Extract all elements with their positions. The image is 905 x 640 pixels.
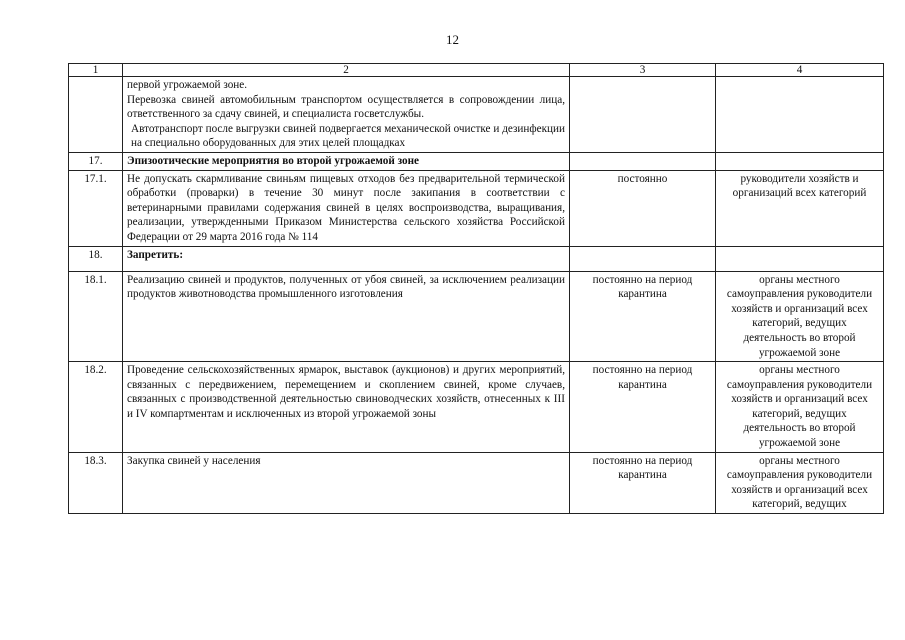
responsible-cell: органы местного самоуправления руководители хозяйств и организаций всех категорий, ведущих деятельность во второй угрожаемой зоне bbox=[716, 362, 884, 453]
responsible-cell: органы местного самоуправления руководители хозяйств и организаций всех категорий, ведущих bbox=[716, 452, 884, 513]
table-row-continued bbox=[69, 77, 884, 153]
header-cell-4: 4 bbox=[716, 64, 884, 77]
section-title: Эпизоотические мероприятия во второй угрожаемой зоне bbox=[123, 152, 570, 170]
table-row-18-1 bbox=[69, 271, 884, 362]
measure-text-line: первой угрожаемой зоне. bbox=[127, 79, 248, 91]
table-row-18-2 bbox=[69, 362, 884, 453]
table-row-18-3 bbox=[69, 452, 884, 513]
term-cell bbox=[570, 77, 716, 153]
measure-text-cell bbox=[123, 77, 570, 153]
term-cell: постоянно на период карантина bbox=[570, 362, 716, 453]
header-cell-2: 2 bbox=[123, 64, 570, 77]
measure-text-line: Автотранспорт после выгрузки свиней подвергается механической очистке и дезинфекции на специально оборудованных для этих целей площадках bbox=[131, 122, 565, 150]
section-title: Запретить: bbox=[123, 246, 570, 271]
row-number-cell: 18.3. bbox=[69, 452, 123, 513]
responsible-cell bbox=[716, 152, 884, 170]
measure-text-cell: Не допускать скармливание свиньям пищевых отходов без предварительной термической обработки (проварки) в течение 30 минут после закипания в соответствии с ветеринарными правилами содержания свиней в целях воспроизводства, выращивания, реализации, утвержденными Приказом Министерства сельского хозяйства Российской Федерации от 29 марта 2016 года № 114 bbox=[123, 170, 570, 246]
table-row-section-18 bbox=[69, 246, 884, 271]
row-number-cell: 18.2. bbox=[69, 362, 123, 453]
row-number-cell bbox=[69, 77, 123, 153]
row-number-cell: 17.1. bbox=[69, 170, 123, 246]
term-cell: постоянно на период карантина bbox=[570, 452, 716, 513]
measure-text-cell: Реализацию свиней и продуктов, полученных от убоя свиней, за исключением реализации продуктов животноводства промышленного изготовления bbox=[123, 271, 570, 362]
table-row-section-17 bbox=[69, 152, 884, 170]
page-number: 12 bbox=[446, 32, 459, 47]
term-cell bbox=[570, 246, 716, 271]
table-row-17-1 bbox=[69, 170, 884, 246]
row-number-cell: 17. bbox=[69, 152, 123, 170]
measure-text-line: Перевозка свиней автомобильным транспортом осуществляется в сопровождении лица, ответственного за сдачу свиней, и специалиста госветслужбы. bbox=[127, 93, 565, 121]
measure-text-cell: Проведение сельскохозяйственных ярмарок, выставок (аукционов) и других мероприятий, связанных с передвижением, перемещением и скоплением свиней, кроме случаев, связанных с производственной деятельностью свиноводческих хозяйств, отнесенных к III и IV компартментам и исключенных из второй угрожаемой зоны bbox=[123, 362, 570, 453]
table-header-row bbox=[69, 64, 884, 77]
header-cell-1: 1 bbox=[69, 64, 123, 77]
responsible-cell bbox=[716, 246, 884, 271]
term-cell: постоянно bbox=[570, 170, 716, 246]
responsible-cell: руководители хозяйств и организаций всех категорий bbox=[716, 170, 884, 246]
row-number-cell: 18. bbox=[69, 246, 123, 271]
responsible-cell: органы местного самоуправления руководители хозяйств и организаций всех категорий, ведущих деятельность во второй угрожаемой зоне bbox=[716, 271, 884, 362]
term-cell bbox=[570, 152, 716, 170]
measures-table bbox=[68, 63, 884, 514]
measure-text-cell: Закупка свиней у населения bbox=[123, 452, 570, 513]
row-number-cell: 18.1. bbox=[69, 271, 123, 362]
term-cell: постоянно на период карантина bbox=[570, 271, 716, 362]
responsible-cell bbox=[716, 77, 884, 153]
header-cell-3: 3 bbox=[570, 64, 716, 77]
